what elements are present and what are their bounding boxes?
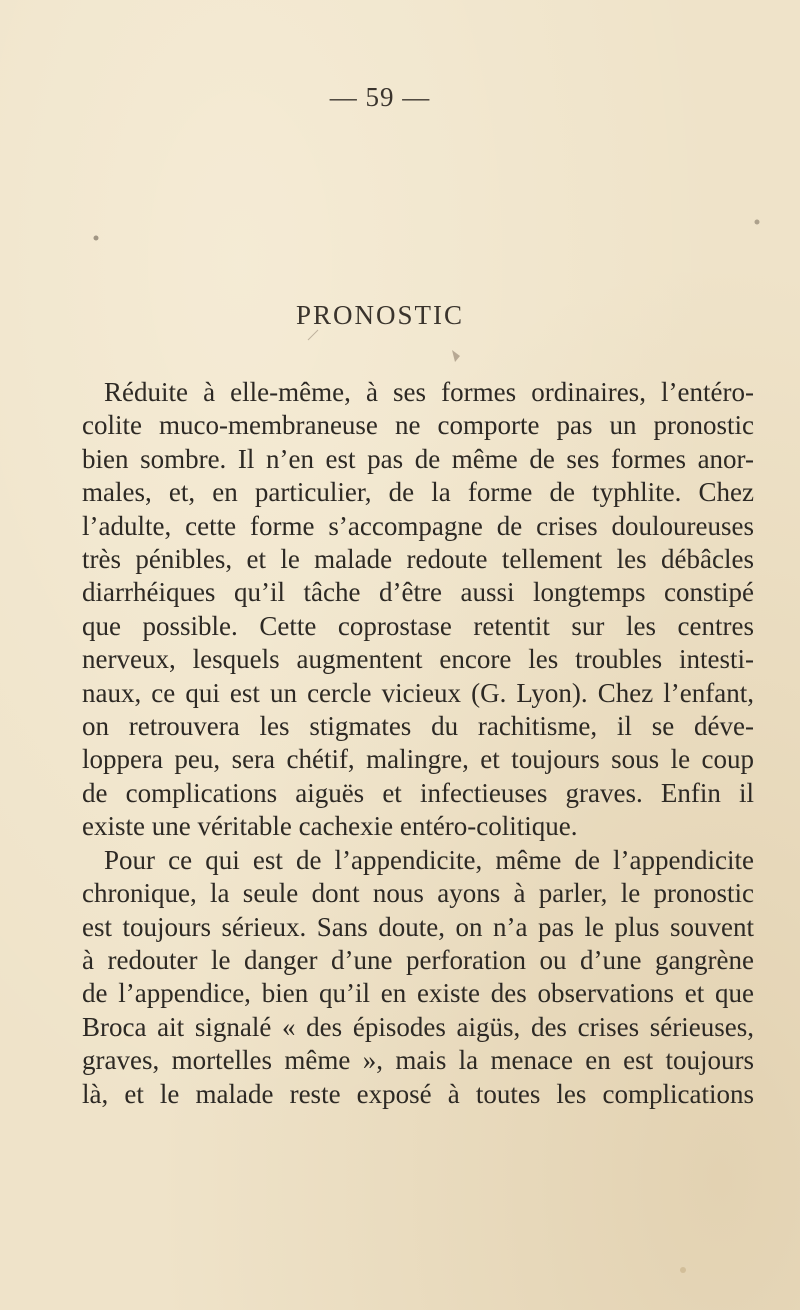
text-line: que possible. Cette coprostase retentit sur les centres [82,610,754,641]
text-line: Broca ait signalé « des épisodes aigüs, des crises sérieuses, [82,1011,754,1042]
text-line: nerveux, lesquels augmentent encore les troubles intesti- [82,644,754,675]
text-line: à redouter le danger d’une perforation ou d’une gangrène [82,944,754,975]
page-number: — 59 — [329,82,431,112]
text-line: diarrhéiques qu’il tâche d’être aussi longtemps constipé [82,577,754,608]
paragraph-appendicite [82,844,754,1111]
text-line: loppera peu, sera chétif, malingre, et toujours sous le coup [82,744,754,775]
section-heading: PRONOSTIC [295,300,465,330]
text-line: colite muco-membraneuse ne comporte pas un pronostic [82,410,754,441]
text-line: de l’appendice, bien qu’il en existe des observations et que [82,978,754,1009]
text-line: naux, ce qui est un cercle vicieux (G. Lyon). Chez l’enfant, [82,677,754,708]
text-line: bien sombre. Il n’en est pas de même de ses formes anor- [82,443,754,474]
text-line: chronique, la seule dont nous ayons à parler, le pronostic [82,878,754,909]
text-line: graves, mortelles même », mais la menace en est toujours [82,1045,754,1076]
text-line: très pénibles, et le malade redoute tellement les débâcles [82,544,754,575]
text-line: l’adulte, cette forme s’accompagne de crises douloureuses [82,510,754,541]
body-text [82,376,754,1111]
paragraph-enterocolite [82,376,754,844]
text-line: on retrouvera les stigmates du rachitisme, il se déve- [82,711,754,742]
text-line: de complications aiguës et infectieuses graves. Enfin il [82,777,754,808]
text-line: males, et, en particulier, de la forme de typhlite. Chez [82,477,754,508]
text-line: existe une véritable cachexie entéro-colitique. [82,811,578,842]
text-line: Pour ce qui est de l’appendicite, même de l’appendicite [104,844,754,875]
text-line: Réduite à elle-même, à ses formes ordinaires, l’entéro- [104,377,754,407]
text-line: est toujours sérieux. Sans doute, on n’a pas le plus souvent [82,911,754,942]
text-line: là, et le malade reste exposé à toutes les complications [82,1078,754,1109]
